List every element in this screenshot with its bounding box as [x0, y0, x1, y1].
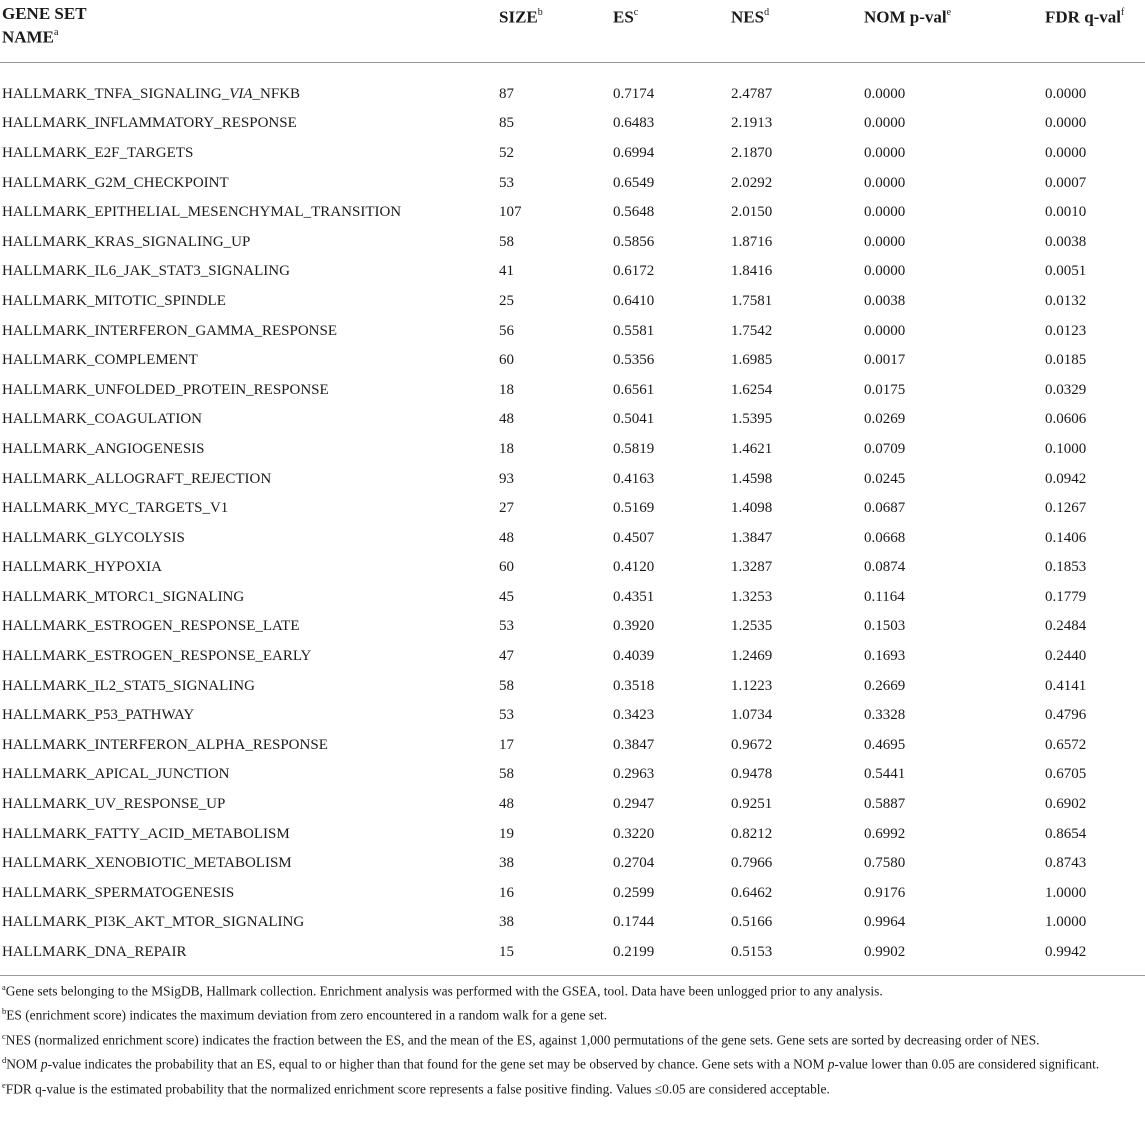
footnote-marker: a	[2, 982, 6, 992]
cell-fdr: 0.2484	[1045, 618, 1087, 635]
cell-fdr: 0.0123	[1045, 322, 1087, 339]
cell-fdr: 0.0000	[1045, 115, 1087, 132]
cell-name: HALLMARK_COMPLEMENT	[2, 352, 198, 369]
cell-fdr: 0.6572	[1045, 736, 1087, 753]
cell-nom: 0.5887	[864, 796, 906, 813]
header-fdr-qval	[1043, 0, 1145, 63]
cell-size: 58	[499, 677, 514, 694]
table-row	[0, 553, 1145, 583]
cell-es: 0.2199	[611, 937, 729, 975]
cell-es: 0.3518	[613, 677, 655, 694]
cell-size: 56	[499, 322, 514, 339]
cell-fdr: 0.1267	[1045, 500, 1087, 517]
cell-nes: 1.3287	[731, 559, 773, 576]
cell-es: 0.1744	[613, 914, 655, 931]
cell-nes: 1.5395	[731, 411, 773, 428]
table-row	[0, 405, 1145, 435]
cell-size: 53	[499, 618, 514, 635]
cell-es: 0.6549	[613, 174, 655, 191]
cell-nom: 0.6992	[864, 825, 906, 842]
cell-nom: 0.0000	[864, 233, 906, 250]
cell-nom: 0.0687	[864, 500, 906, 517]
header-gene-set-name	[0, 0, 497, 63]
cell-nes: 0.9251	[731, 796, 773, 813]
cell-name: HALLMARK_UNFOLDED_PROTEIN_RESPONSE	[2, 381, 329, 398]
cell-size: 47	[499, 648, 514, 665]
table-row	[0, 168, 1145, 198]
cell-nes: 2.0292	[731, 174, 773, 191]
footnote-marker: e	[946, 7, 952, 18]
cell-nes: 2.4787	[731, 85, 773, 102]
cell-nes: 1.2535	[731, 618, 773, 635]
table-row	[0, 286, 1145, 316]
footnote-marker: e	[2, 1079, 6, 1090]
cell-fdr: 0.0000	[1045, 144, 1087, 161]
cell-fdr: 0.0942	[1045, 470, 1087, 487]
cell-fdr: 0.8654	[1045, 825, 1087, 842]
cell-nom: 0.7580	[864, 855, 906, 872]
cell-name: HALLMARK_E2F_TARGETS	[2, 144, 194, 161]
footnote-d	[2, 1051, 1142, 1074]
table-row	[0, 730, 1145, 760]
cell-size: 17	[499, 736, 514, 753]
table-row	[0, 109, 1145, 139]
cell-nes: 2.1913	[731, 115, 773, 132]
footnote-text: Gene sets belonging to the MSigDB, Hallmark collection. Enrichment analysis was performed with the GSEA, tool. Data have been unlogged prior to any analysis.	[5, 983, 883, 999]
table-row	[0, 789, 1145, 819]
cell-nes: 1.2469	[731, 648, 773, 665]
cell-es: 0.3423	[613, 707, 655, 724]
cell-fdr: 0.0038	[1045, 233, 1087, 250]
header-name-line2: NAME	[2, 27, 54, 47]
cell-fdr: 0.4141	[1045, 677, 1087, 694]
cell-name: HALLMARK_G2M_CHECKPOINT	[2, 174, 229, 191]
header-nes-label: NES	[731, 7, 765, 27]
cell-size: 58	[499, 233, 514, 250]
cell-name: HALLMARK_INFLAMMATORY_RESPONSE	[2, 115, 297, 132]
gene-set-name-part: _NFKB	[252, 85, 301, 102]
cell-es: 0.6483	[613, 115, 655, 132]
cell-size: 48	[499, 796, 514, 813]
cell-es: 0.5856	[613, 233, 655, 250]
cell-name: HALLMARK_COAGULATION	[2, 411, 202, 428]
cell-name: HALLMARK_HYPOXIA	[2, 559, 162, 576]
table-row	[0, 434, 1145, 464]
table-row	[0, 937, 1145, 975]
cell-fdr: 0.0000	[1045, 85, 1087, 102]
footnote-marker: b	[537, 7, 543, 18]
table-row	[0, 345, 1145, 375]
cell-size: 38	[499, 855, 514, 872]
cell-fdr: 0.0007	[1045, 174, 1087, 191]
cell-size: 18	[499, 381, 514, 398]
cell-nom: 0.2669	[864, 677, 906, 694]
cell-es: 0.4120	[613, 559, 655, 576]
cell-es: 0.5041	[613, 411, 655, 428]
cell-es: 0.5648	[613, 204, 655, 221]
table-row	[0, 464, 1145, 494]
footnote-a	[2, 978, 1142, 1001]
table-row	[0, 493, 1145, 523]
cell-fdr: 0.1406	[1045, 529, 1087, 546]
cell-nom: 0.9964	[864, 914, 906, 931]
header-size	[497, 0, 611, 63]
cell-name: HALLMARK_MITOTIC_SPINDLE	[2, 292, 226, 309]
header-row	[0, 0, 1145, 63]
footnote-marker: b	[2, 1006, 7, 1017]
footnote-text: ES (enrichment score) indicates the maximum deviation from zero encountered in a random walk for a gene set.	[6, 1007, 608, 1023]
cell-nom: 0.0000	[864, 204, 906, 221]
cell-es: 0.5581	[613, 322, 655, 339]
cell-nom: 0.0017	[864, 352, 906, 369]
header-name-line1: GENE SET	[2, 4, 87, 23]
cell-name: HALLMARK_KRAS_SIGNALING_UP	[2, 233, 251, 250]
table-row	[0, 375, 1145, 405]
gene-set-name-part: HALLMARK_TNFA_SIGNALING_	[2, 85, 230, 102]
cell-es: 0.7174	[613, 85, 655, 102]
cell-name: HALLMARK_SPERMATOGENESIS	[2, 884, 235, 901]
cell-size: 45	[499, 588, 514, 605]
footnote-marker: f	[1121, 7, 1125, 18]
cell-size: 87	[499, 85, 514, 102]
footnote-text: p	[827, 1056, 835, 1072]
cell-nom: 0.4695	[864, 736, 906, 753]
footnote-text: NES (normalized enrichment score) indicates the fraction between the ES, and the mean of the ES, against 1,000 permutations of the gene sets. Gene sets are sorted by decreasing order of NES.	[5, 1032, 1040, 1048]
table-body	[0, 63, 1145, 976]
table-row	[0, 612, 1145, 642]
cell-size: 38	[499, 914, 514, 931]
cell-name	[0, 63, 497, 109]
cell-nes: 0.9672	[731, 736, 773, 753]
cell-name: HALLMARK_MTORC1_SIGNALING	[2, 588, 245, 605]
header-nom-pval	[862, 0, 1043, 63]
cell-nes: 0.7966	[731, 855, 773, 872]
table-header	[0, 0, 1145, 63]
cell-es: 0.4163	[613, 470, 655, 487]
table-footnotes	[2, 978, 1142, 1100]
cell-fdr: 0.9942	[1043, 937, 1145, 975]
cell-size: 53	[499, 174, 514, 191]
header-es-label: ES	[613, 7, 634, 27]
cell-nom: 0.0038	[864, 292, 906, 309]
cell-nes: 0.5166	[731, 914, 773, 931]
cell-nom: 0.9902	[862, 937, 1043, 975]
cell-es: 0.4351	[613, 588, 655, 605]
header-es	[611, 0, 729, 63]
cell-nom: 0.0000	[864, 144, 906, 161]
cell-es: 0.2599	[613, 884, 655, 901]
cell-fdr: 0.0606	[1045, 411, 1087, 428]
cell-size: 16	[499, 884, 514, 901]
table-row	[0, 227, 1145, 257]
cell-fdr: 0.4796	[1045, 707, 1087, 724]
cell-name: HALLMARK_UV_RESPONSE_UP	[2, 796, 226, 813]
table-row	[0, 819, 1145, 849]
cell-fdr: 0.0132	[1045, 292, 1087, 309]
cell-es: 0.4507	[613, 529, 655, 546]
cell-size: 25	[499, 292, 514, 309]
cell-name: HALLMARK_FATTY_ACID_METABOLISM	[2, 825, 290, 842]
header-fdr-label: FDR q-val	[1045, 7, 1122, 27]
cell-nom: 0.0269	[864, 411, 906, 428]
table-row	[0, 63, 1145, 109]
cell-fdr: 0.1779	[1045, 588, 1087, 605]
cell-fdr: 0.8743	[1045, 855, 1087, 872]
cell-fdr: 0.0329	[1045, 381, 1087, 398]
cell-name: HALLMARK_ESTROGEN_RESPONSE_LATE	[2, 618, 300, 635]
cell-name: HALLMARK_XENOBIOTIC_METABOLISM	[2, 855, 292, 872]
cell-fdr: 0.2440	[1045, 648, 1087, 665]
cell-name: HALLMARK_P53_PATHWAY	[2, 707, 195, 724]
footnote-b	[2, 1002, 1142, 1025]
header-nom-label: NOM p-val	[864, 7, 947, 27]
cell-fdr: 0.1853	[1045, 559, 1087, 576]
cell-nom: 0.5441	[864, 766, 906, 783]
cell-nes: 1.7542	[731, 322, 773, 339]
table-row	[0, 197, 1145, 227]
cell-nes: 1.3253	[731, 588, 773, 605]
cell-size: 60	[499, 352, 514, 369]
cell-nes: 2.1870	[731, 144, 773, 161]
cell-es: 0.3220	[613, 825, 655, 842]
cell-nes: 0.5153	[729, 937, 862, 975]
cell-name: HALLMARK_INTERFERON_ALPHA_RESPONSE	[2, 736, 328, 753]
cell-name: HALLMARK_INTERFERON_GAMMA_RESPONSE	[2, 322, 338, 339]
cell-es: 0.5356	[613, 352, 655, 369]
gene-set-name-italic: VIA	[229, 85, 253, 102]
cell-fdr: 0.6705	[1045, 766, 1087, 783]
cell-fdr: 1.0000	[1045, 914, 1087, 931]
footnote-marker: d	[2, 1055, 7, 1066]
cell-nom: 0.0245	[864, 470, 906, 487]
cell-name: HALLMARK_ANGIOGENESIS	[2, 440, 205, 457]
cell-size: 52	[499, 144, 514, 161]
cell-name: HALLMARK_PI3K_AKT_MTOR_SIGNALING	[2, 914, 305, 931]
table-row	[0, 257, 1145, 287]
cell-name: HALLMARK_GLYCOLYSIS	[2, 529, 185, 546]
cell-es: 0.5819	[613, 440, 655, 457]
cell-size: 85	[499, 115, 514, 132]
cell-nes: 0.8212	[731, 825, 773, 842]
cell-size: 93	[499, 470, 514, 487]
table-row	[0, 523, 1145, 553]
cell-size: 53	[499, 707, 514, 724]
cell-es: 0.2963	[613, 766, 655, 783]
cell-nom: 0.0000	[864, 322, 906, 339]
cell-nom: 0.0000	[864, 85, 906, 102]
cell-nes: 1.4598	[731, 470, 773, 487]
cell-name: HALLMARK_DNA_REPAIR	[0, 937, 497, 975]
cell-nom: 0.0175	[864, 381, 906, 398]
footnote-e	[2, 1076, 1142, 1099]
footnote-marker: a	[53, 27, 59, 38]
cell-nes: 1.8416	[731, 263, 773, 280]
cell-fdr: 0.0185	[1045, 352, 1087, 369]
cell-nom: 0.0000	[864, 263, 906, 280]
table-row	[0, 316, 1145, 346]
cell-nom: 0.1503	[864, 618, 906, 635]
cell-size: 15	[497, 937, 611, 975]
cell-fdr: 0.6902	[1045, 796, 1087, 813]
cell-nom: 0.9176	[864, 884, 906, 901]
cell-nes: 2.0150	[731, 204, 773, 221]
footnote-text: -value indicates the probability that an ES, equal to or higher than that found for the gene set may be observed by chance. Gene sets with a NOM	[47, 1056, 828, 1072]
cell-size: 58	[499, 766, 514, 783]
table-row	[0, 700, 1145, 730]
footnote-text: FDR q-value is the estimated probability that the normalized enrichment score represents a false positive finding. Values ≤0.05 are considered acceptable.	[5, 1081, 830, 1097]
cell-nom: 0.0874	[864, 559, 906, 576]
footnote-text: NOM	[6, 1056, 41, 1072]
cell-name: HALLMARK_IL6_JAK_STAT3_SIGNALING	[2, 263, 290, 280]
cell-fdr: 0.0010	[1045, 204, 1087, 221]
table-row	[0, 138, 1145, 168]
footnote-marker: d	[764, 7, 770, 18]
cell-name: HALLMARK_EPITHELIAL_MESENCHYMAL_TRANSITION	[2, 204, 402, 221]
cell-name: HALLMARK_ESTROGEN_RESPONSE_EARLY	[2, 648, 312, 665]
footnote-text: -value lower than 0.05 are considered significant.	[834, 1056, 1100, 1072]
footnote-c	[2, 1027, 1142, 1050]
table-row	[0, 671, 1145, 701]
table-row	[0, 582, 1145, 612]
cell-nes: 1.0734	[731, 707, 773, 724]
cell-nes: 1.4621	[731, 440, 773, 457]
cell-nes: 1.6254	[731, 381, 773, 398]
cell-size: 27	[499, 500, 514, 517]
cell-nes: 1.1223	[731, 677, 773, 694]
footnote-marker: c	[633, 7, 639, 18]
cell-size: 107	[499, 204, 522, 221]
cell-nes: 1.4098	[731, 500, 773, 517]
cell-nes: 1.7581	[731, 292, 773, 309]
table-row	[0, 878, 1145, 908]
cell-nom: 0.0709	[864, 440, 906, 457]
cell-es: 0.2704	[613, 855, 655, 872]
cell-es: 0.4039	[613, 648, 655, 665]
cell-name: HALLMARK_APICAL_JUNCTION	[2, 766, 230, 783]
table-row	[0, 641, 1145, 671]
cell-fdr: 1.0000	[1045, 884, 1087, 901]
cell-nom: 0.0000	[864, 174, 906, 191]
cell-size: 48	[499, 529, 514, 546]
cell-size: 41	[499, 263, 514, 280]
cell-nom: 0.1164	[864, 588, 905, 605]
cell-es: 0.6994	[613, 144, 655, 161]
cell-es: 0.6410	[613, 292, 655, 309]
cell-name: HALLMARK_IL2_STAT5_SIGNALING	[2, 677, 255, 694]
cell-size: 60	[499, 559, 514, 576]
table-row	[0, 908, 1145, 938]
cell-size: 18	[499, 440, 514, 457]
cell-fdr: 0.0051	[1045, 263, 1087, 280]
cell-es: 0.2947	[613, 796, 655, 813]
cell-es: 0.6172	[613, 263, 655, 280]
cell-es: 0.3847	[613, 736, 655, 753]
cell-es: 0.6561	[613, 381, 655, 398]
cell-nom: 0.3328	[864, 707, 906, 724]
cell-fdr: 0.1000	[1045, 440, 1087, 457]
cell-size: 19	[499, 825, 514, 842]
cell-nes: 0.9478	[731, 766, 773, 783]
table-row	[0, 760, 1145, 790]
cell-name: HALLMARK_ALLOGRAFT_REJECTION	[2, 470, 272, 487]
cell-nes: 1.8716	[731, 233, 773, 250]
cell-size: 48	[499, 411, 514, 428]
cell-nom: 0.0668	[864, 529, 906, 546]
cell-nom: 0.0000	[864, 115, 906, 132]
cell-nes: 1.3847	[731, 529, 773, 546]
header-nes	[729, 0, 862, 63]
cell-nes: 0.6462	[731, 884, 773, 901]
cell-name: HALLMARK_MYC_TARGETS_V1	[2, 500, 229, 517]
footnote-text: p	[40, 1056, 48, 1072]
table-row	[0, 848, 1145, 878]
cell-nes: 1.6985	[731, 352, 773, 369]
header-size-label: SIZE	[499, 7, 538, 27]
cell-es: 0.5169	[613, 500, 655, 517]
cell-nom: 0.1693	[864, 648, 906, 665]
cell-es: 0.3920	[613, 618, 655, 635]
footnote-marker: c	[2, 1030, 6, 1041]
